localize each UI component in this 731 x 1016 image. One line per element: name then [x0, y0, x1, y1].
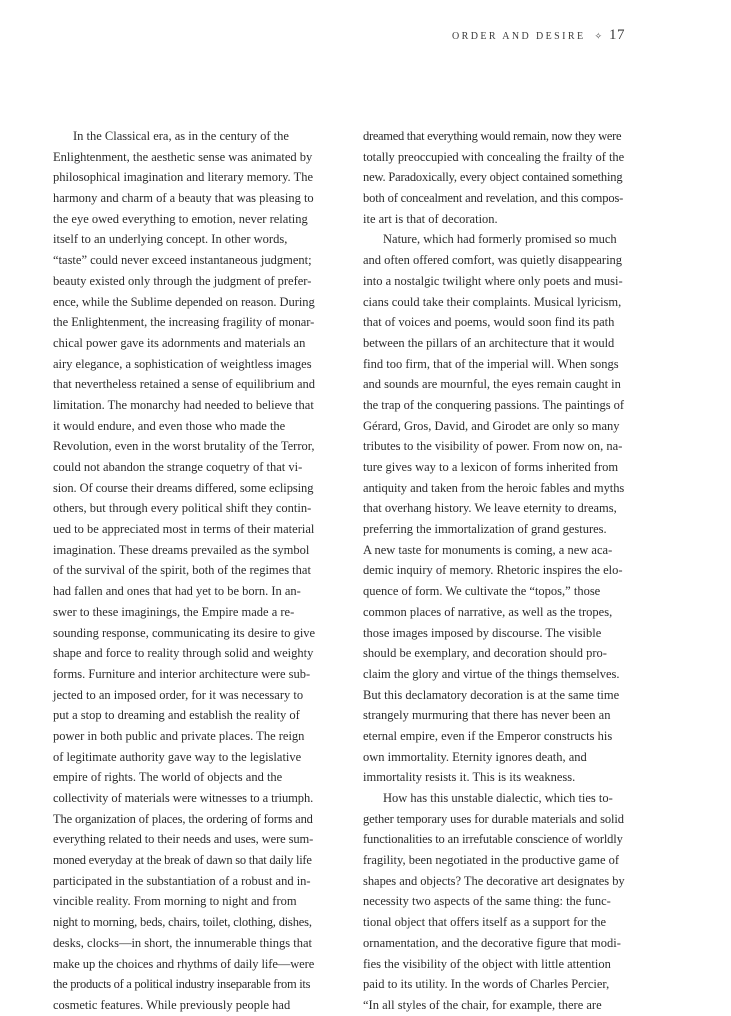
text-line: imagination. These dreams prevailed as the symbol	[53, 542, 310, 557]
text-line: But this declamatory decoration is at the same time	[363, 687, 620, 702]
text-line: it would endure, and even those who made the	[53, 418, 286, 433]
text-line: the Enlightenment, the increasing fragility of monar-	[53, 315, 315, 330]
text-line: A new taste for monuments is coming, a new aca-	[363, 542, 613, 557]
text-line: Enlightenment, the aesthetic sense was animated by	[53, 149, 313, 164]
text-line: ite art is that of decoration.	[363, 211, 498, 226]
text-line: eternal empire, even if the Emperor constructs his	[363, 728, 613, 743]
text-line: “taste” could never exceed instantaneous judgment;	[53, 253, 312, 268]
text-line: In the Classical era, as in the century of the	[73, 129, 289, 143]
ornament-icon: ✧	[594, 31, 602, 41]
text-line: the eye owed everything to emotion, never relating	[53, 211, 308, 226]
text-line: put a stop to dreaming and establish the reality of	[53, 708, 300, 723]
text-line: The organization of places, the ordering of forms and	[53, 811, 313, 826]
text-line: jected to an imposed order, for it was necessary to	[53, 687, 304, 702]
text-line: empire of rights. The world of objects and the	[53, 770, 283, 785]
text-line: shape and force to reality through solid and weighty	[53, 646, 314, 661]
text-line: the products of a political industry inseparable from its	[53, 977, 311, 992]
text-line: ued to be appreciated most in terms of their material	[53, 522, 315, 537]
text-line: ence, while the Sublime depended on reason. During	[53, 294, 315, 309]
text-line: the trap of the conquering passions. The paintings of	[363, 397, 624, 412]
text-line: fies the visibility of the object with little attention	[363, 956, 611, 971]
text-line: both of concealment and revelation, and this compos-	[363, 191, 624, 206]
text-line: beauty existed only through the judgment of prefer-	[53, 273, 312, 288]
right-text-column	[363, 126, 625, 1016]
text-line: that nevertheless retained a sense of equilibrium and	[53, 377, 316, 392]
text-line: find too firm, that of the imperial will. When songs	[363, 356, 619, 371]
text-line: and often offered comfort, was quietly disappearing	[363, 253, 623, 268]
text-line: dreamed that everything would remain, now they were	[363, 129, 622, 143]
text-line: and sounds are mournful, the eyes remain caught in	[363, 377, 621, 392]
text-line: power in both public and private places. The reign	[53, 728, 305, 743]
text-line: strangely murmuring that there has never been an	[363, 708, 611, 723]
text-line: sounding response, communicating its desire to give	[53, 625, 316, 640]
text-line: claim the glory and virtue of the things themselves.	[363, 666, 620, 681]
page-number: 17	[609, 27, 625, 43]
text-line: fragility, been negotiated in the productive game of	[363, 853, 620, 868]
text-line: preferring the immortalization of grand gestures.	[363, 522, 607, 537]
text-line: Nature, which had formerly promised so much	[383, 232, 617, 247]
text-line: swer to these imaginings, the Empire made a re-	[53, 604, 295, 619]
text-line: vincible reality. From morning to night and from	[53, 894, 297, 909]
text-line: tional object that offers itself as a support for the	[363, 915, 607, 930]
text-line: Gérard, Gros, David, and Girodet are only so many	[363, 418, 620, 433]
text-line: “In all styles of the chair, for example, there are	[363, 997, 602, 1012]
text-line: antiquity and taken from the heroic fables and myths	[363, 480, 625, 495]
text-line: quence of form. We cultivate the “topos,” those	[363, 584, 601, 599]
text-line: new. Paradoxically, every object contained something	[363, 170, 623, 185]
section-title: ORDER AND DESIRE	[452, 31, 586, 42]
text-line: could not abandon the strange coquetry of that vi-	[53, 460, 303, 474]
text-line: of the survival of the spirit, both of the regimes that	[53, 563, 311, 578]
text-line: gether temporary uses for durable materials and solid	[363, 811, 624, 826]
text-line: that overhang history. We leave eternity to dreams,	[363, 501, 617, 516]
running-head	[452, 27, 625, 44]
text-line: forms. Furniture and interior architecture were sub-	[53, 666, 311, 681]
text-line: ornamentation, and the decorative figure that modi-	[363, 935, 621, 950]
text-line: limitation. The monarchy had needed to believe that	[53, 397, 314, 412]
text-line: immortality resists it. This is its weakness.	[363, 770, 576, 785]
text-line: cians could take their complaints. Musical lyricism,	[363, 294, 622, 309]
text-line: Revolution, even in the worst brutality of the Terror,	[53, 439, 315, 454]
text-line: night to morning, beds, chairs, toilet, clothing, dishes,	[53, 915, 312, 930]
text-line: tributes to the visibility of power. From now on, na-	[363, 439, 623, 454]
text-line: shapes and objects? The decorative art designates by	[363, 873, 625, 888]
text-line: necessity two aspects of the same thing: the func-	[363, 894, 611, 909]
text-line: harmony and charm of a beauty that was pleasing to	[53, 191, 314, 206]
text-line: others, but through every political shift they contin-	[53, 501, 312, 516]
left-text-column	[53, 126, 315, 1016]
text-line: everything related to their needs and uses, were sum-	[53, 832, 314, 847]
text-line: functionalities to an irrefutable conscience of worldly	[363, 832, 623, 847]
text-line: airy elegance, a sophistication of weightless images	[53, 356, 312, 371]
text-line: between the pillars of an architecture that it would	[363, 335, 615, 350]
text-line: sion. Of course their dreams differed, some eclipsing	[53, 480, 314, 495]
text-line: that of voices and poems, would soon find its path	[363, 315, 615, 330]
text-line: those images imposed by discourse. The visible	[363, 625, 602, 640]
text-line: participated in the substantiation of a robust and in-	[53, 873, 311, 888]
text-line: collectivity of materials were witnesses to a triumph.	[53, 791, 314, 805]
text-line: totally preoccupied with concealing the frailty of the	[363, 149, 625, 164]
text-line: of legitimate authority gave way to the legislative	[53, 749, 302, 764]
text-line: ture gives way to a lexicon of forms inherited from	[363, 460, 619, 474]
text-line: philosophical imagination and literary memory. The	[53, 170, 314, 185]
text-line: make up the choices and rhythms of daily life—were	[53, 956, 315, 971]
text-line: How has this unstable dialectic, which ties to-	[383, 791, 613, 805]
text-line: common places of narrative, as well as the tropes,	[363, 604, 613, 619]
text-line: desks, clocks—in short, the innumerable things that	[53, 935, 312, 950]
text-line: demic inquiry of memory. Rhetoric inspires the elo-	[363, 563, 623, 578]
text-line: paid to its utility. In the words of Charles Percier,	[363, 977, 610, 992]
text-line: own immortality. Eternity ignores death, and	[363, 749, 587, 764]
text-line: had fallen and ones that had yet to be born. In an-	[53, 584, 301, 599]
text-line: chical power gave its adornments and materials an	[53, 335, 306, 350]
text-line: itself to an underlying concept. In other words,	[53, 232, 288, 247]
text-line: cosmetic features. While previously people had	[53, 997, 291, 1012]
text-line: moned everyday at the break of dawn so that daily life	[53, 853, 312, 868]
text-line: should be exemplary, and decoration should pro-	[363, 646, 607, 661]
text-line: into a nostalgic twilight where only poets and musi-	[363, 273, 623, 288]
